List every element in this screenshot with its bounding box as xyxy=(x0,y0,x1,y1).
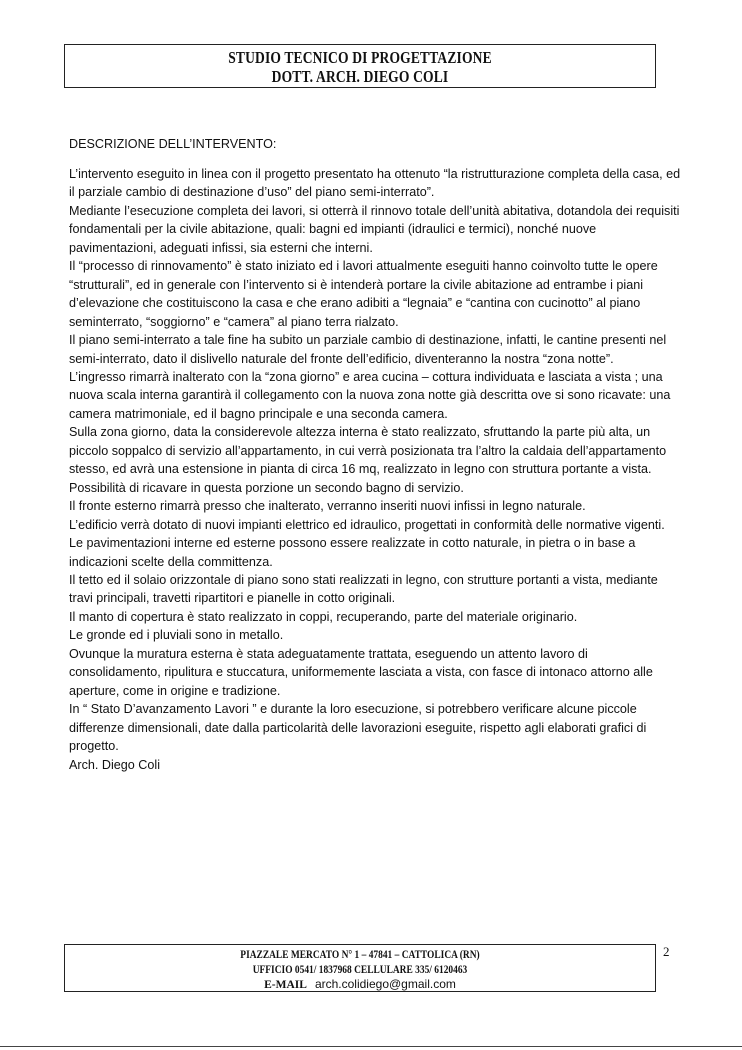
paragraph: Il manto di copertura è stato realizzato in coppi, recuperando, parte del materiale originario. xyxy=(69,609,578,624)
paragraph: Mediante l’esecuzione completa dei lavori, si otterrà il rinnovo totale dell’unità abitativa, dotandola dei requisiti fondamentali per la civile abitazione, quali: bagni ed impianti (idraulici e termici), nonché nuove pavimentazioni, adeguati infissi, sia esterni che interni. xyxy=(69,203,680,255)
email-label: E-MAIL xyxy=(264,979,307,991)
studio-name: STUDIO TECNICO DI PROGETTAZIONE xyxy=(228,48,492,67)
footer-box xyxy=(64,944,656,992)
paragraph: Il “processo di rinnovamento” è stato iniziato ed i lavori attualmente eseguiti hanno coinvolto tutte le opere “strutturali”, ed in generale con l’intervento si è intenderà portare la civile abitazione ad entrambe i piani d’elevazione che costituiscono la casa e che erano adibiti a “legnaia” e “cantina con cucinotto” al piano seminterrato, “soggiorno” e “camera” al piano terra rialzato. xyxy=(69,259,658,329)
paragraph: Le pavimentazioni interne ed esterne possono essere realizzate in cotto naturale, in pietra o in base a indicazioni scelte della committenza. xyxy=(69,536,636,569)
footer-address: PIAZZALE MERCATO N° 1 – 47841 – CATTOLICA (RN) xyxy=(240,949,480,961)
paragraph: Il tetto ed il solaio orizzontale di piano sono stati realizzati in legno, con strutture portanti a vista, mediante travi principali, travetti ripartitori e pianelle in cotto originali. xyxy=(69,572,658,606)
bottom-divider xyxy=(0,1046,742,1047)
description-body xyxy=(69,165,681,774)
letterhead-box xyxy=(64,44,656,88)
paragraph: In “ Stato D’avanzamento Lavori ” e durante la loro esecuzione, si potrebbero verificare alcune piccole differenze dimensionali, date dalla particolarità delle lavorazioni eseguite, rispetto agli elaborati grafici di progetto. xyxy=(69,702,647,754)
footer-email-line xyxy=(65,977,655,993)
email-address: arch.colidiego@gmail.com xyxy=(314,977,456,991)
architect-name: DOTT. ARCH. DIEGO COLI xyxy=(271,67,449,86)
footer-phones: UFFICIO 0541/ 1837968 CELLULARE 335/ 6120463 xyxy=(252,963,468,976)
paragraph: L’ingresso rimarrà inalterato con la “zona giorno” e area cucina – cottura individuata e lasciata a vista ; una nuova scala interna garantirà il collegamento con la nuova zona notte già descritta ove si sono ricavate: una camera matrimoniale, ed il bagno principale e una seconda camera. xyxy=(69,369,671,421)
paragraph: L’edificio verrà dotato di nuovi impianti elettrico ed idraulico, progettati in conformità delle normative vigenti. xyxy=(69,517,665,532)
paragraph: Il fronte esterno rimarrà presso che inalterato, verranno inseriti nuovi infissi in legno naturale. xyxy=(69,499,586,514)
paragraph: Le gronde ed i pluviali sono in metallo. xyxy=(69,628,284,643)
paragraph: L’intervento eseguito in linea con il progetto presentato ha ottenuto “la ristrutturazione completa della casa, ed il parziale cambio di destinazione d’uso” del piano semi-interrato”. xyxy=(69,167,681,200)
paragraph: Il piano semi-interrato a tale fine ha subito un parziale cambio di destinazione, infatti, le cantine presenti nel semi-interrato, dato il dislivello naturale del fronte dell’edificio, diventeranno la nostra “zona notte”. xyxy=(69,333,667,366)
paragraph: Sulla zona giorno, data la considerevole altezza interna è stato realizzato, sfruttando la parte più alta, un piccolo soppalco di servizio all’appartamento, in cui verrà posizionata tra l’altro la caldaia dell’appartamento stesso, ed avrà una estensione in pianta di circa 16 mq, realizzato in legno con struttura portante a vista. Possibilità di ricavare in questa porzione un secondo bagno di servizio. xyxy=(69,425,667,495)
section-title: DESCRIZIONE DELL’INTERVENTO: xyxy=(69,137,277,151)
paragraph: Ovunque la muratura esterna è stata adeguatamente trattata, eseguendo un attento lavoro di consolidamento, ripulitura e stuccatura, uniformemente lasciata a vista, con fasce di intonaco attorno alle aperture, come in origine e tradizione. xyxy=(69,646,653,698)
page-number: 2 xyxy=(663,944,670,959)
signature-line: Arch. Diego Coli xyxy=(69,757,160,772)
